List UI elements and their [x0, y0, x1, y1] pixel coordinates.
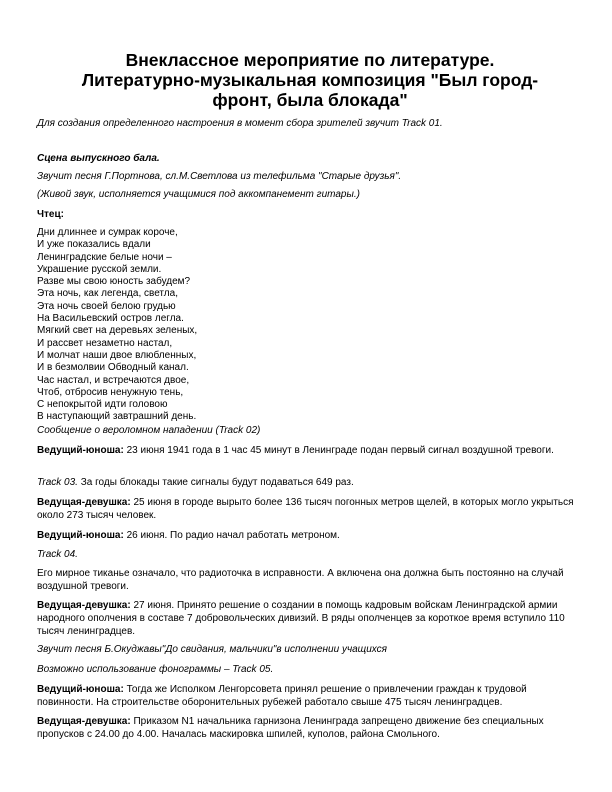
speaker-label: Ведущая-девушка:	[37, 497, 131, 508]
poem-line: И рассвет незаметно настал,	[37, 337, 173, 349]
poem-line: Час настал, и встречаются двое,	[37, 374, 190, 386]
paragraph-text: 27 июня. Принято решение о создании в помощь кадровым войскам Ленинградской армии народного ополчения в составе 7 добровольческих дивизий. В ряды ополченцев за короткое время вступило 110 тысяч ленинградцев.	[37, 600, 565, 637]
poem-line: Мягкий свет на деревьях зеленых,	[37, 325, 198, 337]
reader-label: Чтец:	[37, 209, 64, 220]
poem-line: И уже показались вдали	[37, 239, 151, 251]
poem-line: Украшение русской земли.	[37, 263, 162, 275]
speaker-label: Ведущий-юноша:	[37, 445, 124, 456]
intro-note: Для создания определенного настроения в момент сбора зрителей звучит Track 01.	[37, 118, 443, 129]
poem-line: И в безмолвии Обводный канал.	[37, 362, 189, 374]
paragraph-4: Его мирное тиканье означало, что радиоточка в исправности. А включена она должна быть постоянно на случай воздушной тревоги.	[37, 568, 564, 592]
poem-line: Эта ночь, как легенда, светла,	[37, 288, 178, 300]
song-note-1: Звучит песня Г.Портнова, сл.М.Светлова из телефильма "Старые друзья".	[37, 171, 402, 182]
poem-line: Ленинградские белые ночи –	[37, 251, 172, 263]
speaker-label: Ведущая-девушка:	[37, 716, 131, 727]
page-title	[40, 50, 580, 110]
poem-line: С непокрытой идти головою	[37, 399, 168, 411]
title-line-1: Внеклассное мероприятие по литературе.	[125, 50, 495, 70]
poem-line: На Васильевский остров легла.	[37, 313, 184, 325]
paragraph-text: 23 июня 1941 года в 1 час 45 минут в Ленинграде подан первый сигнал воздушной тревоги.	[123, 445, 554, 456]
poem	[37, 227, 337, 424]
speaker-label: Ведущая-девушка:	[37, 600, 131, 611]
track-label: Track 03.	[37, 477, 78, 488]
speaker-label: Ведущий-юноша:	[37, 684, 124, 695]
paragraph-text: За годы блокады такие сигналы будут подаваться 649 раз.	[77, 477, 354, 488]
title-line-2: Литературно-музыкальная композиция "Был город-	[81, 70, 539, 90]
phonogram-note: Возможно использование фонограммы – Track 05.	[37, 664, 274, 675]
paragraph-3	[37, 529, 577, 542]
paragraph-7	[37, 715, 577, 741]
paragraph-2	[37, 496, 577, 522]
paragraph-text: Тогда же Исполком Ленгорсовета принял решение о привлечении граждан к трудовой повинности. На строительстве оборонительных рубежей работало свыше 475 тысяч ленинградцев.	[37, 684, 527, 708]
live-sound-note: (Живой звук, исполняется учащимися под аккомпанемент гитары.)	[37, 189, 360, 200]
title-line-3: фронт, была блокада"	[212, 90, 408, 110]
speaker-label: Ведущий-юноша:	[37, 530, 124, 541]
paragraph-text: 26 июня. По радио начал работать метроном.	[123, 530, 340, 541]
paragraph-1	[37, 444, 577, 457]
attack-message-note: Сообщение о вероломном нападении (Track 02)	[37, 425, 261, 436]
poem-line: И молчат наши двое влюбленных,	[37, 349, 197, 361]
track-03-line	[37, 476, 577, 489]
paragraph-text: Приказом N1 начальника гарнизона Ленинграда запрещено движение без специальных пропусков с 24.00 до 4.00. Началась маскировка шпилей, куполов, района Смольного.	[37, 716, 544, 740]
paragraph-text: 25 июня в городе вырыто более 136 тысяч погонных метров щелей, в которых могло укрыться около 273 тысяч человек.	[37, 497, 574, 521]
paragraph-6	[37, 683, 577, 709]
poem-line: Эта ночь своей белою грудью	[37, 300, 176, 312]
track-04-line: Track 04.	[37, 549, 78, 560]
poem-line: Разве мы свою юность забудем?	[37, 276, 191, 288]
song-note-2: Звучит песня Б.Окуджавы"До свидания, мальчики"в исполнении учащихся	[37, 644, 387, 655]
poem-line: В наступающий завтрашний день.	[37, 411, 197, 423]
poem-line: Чтоб, отбросив ненужную тень,	[37, 386, 184, 398]
paragraph-5	[37, 599, 577, 638]
poem-line: Дни длиннее и сумрак короче,	[37, 227, 178, 238]
scene-heading: Сцена выпускного бала.	[37, 153, 160, 164]
